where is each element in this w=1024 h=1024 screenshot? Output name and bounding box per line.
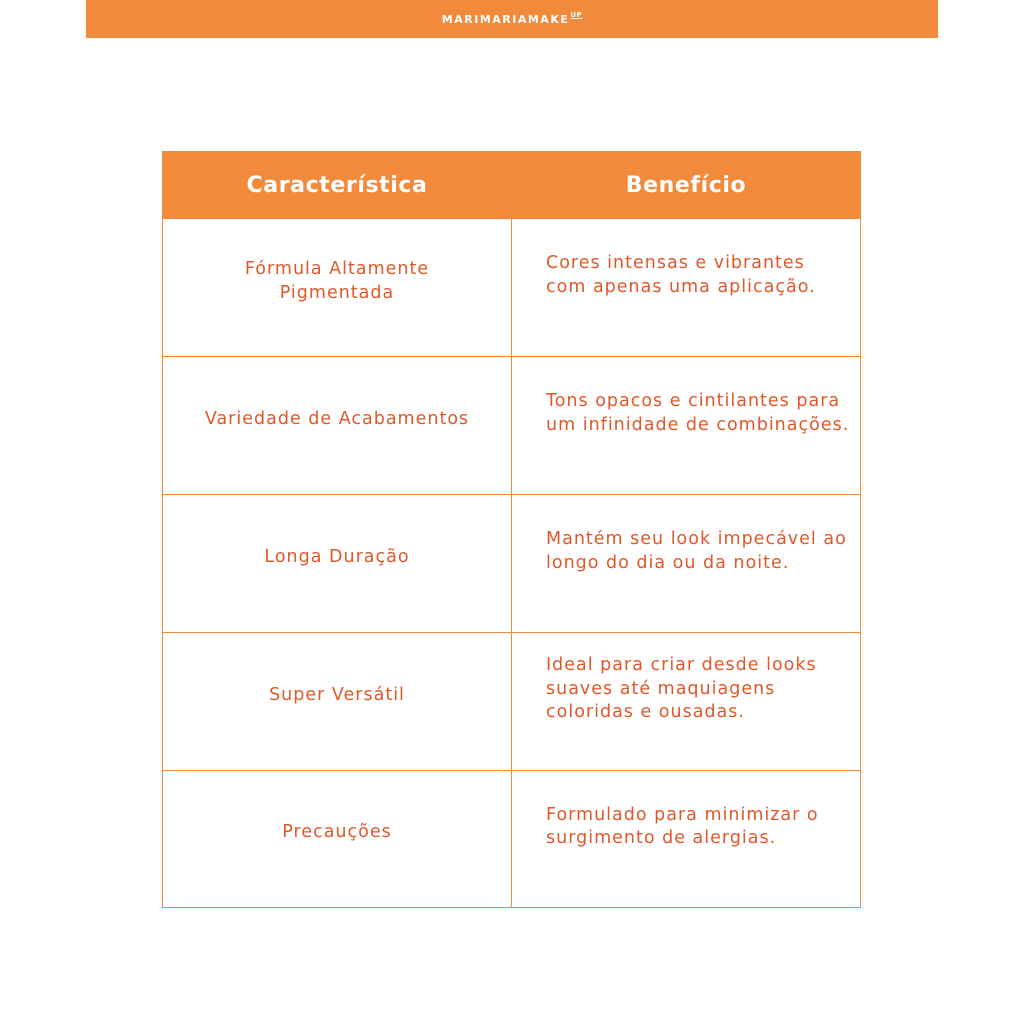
header-feature: Característica (163, 152, 512, 219)
feature-text: Fórmula Altamente Pigmentada (244, 259, 430, 303)
header-benefit: Benefício (512, 152, 861, 219)
feature-cell (163, 357, 512, 495)
benefit-text: Formulado para minimizar o surgimento de alergias. (546, 804, 819, 848)
benefit-cell (512, 633, 861, 771)
feature-benefit-table (162, 151, 861, 908)
table-row (163, 771, 861, 908)
feature-text: Variedade de Acabamentos (204, 408, 470, 429)
feature-cell (163, 495, 512, 633)
feature-text: Longa Duração (264, 546, 410, 567)
benefit-text: Mantém seu look impecável ao longo do dia ou da noite. (546, 529, 847, 573)
table-row (163, 219, 861, 357)
table-header-row (163, 152, 861, 219)
benefit-text: Ideal para criar desde looks suaves até maquiagens coloridas e ousadas. (546, 655, 817, 723)
benefit-cell (512, 495, 861, 633)
table-row (163, 357, 861, 495)
brand-suffix: UP (570, 10, 583, 19)
feature-cell (163, 219, 512, 357)
benefit-text: Tons opacos e cintilantes para um infinidade de combinações. (546, 391, 850, 435)
benefit-cell (512, 357, 861, 495)
feature-cell (163, 771, 512, 908)
feature-text: Super Versátil (269, 684, 405, 705)
table-row (163, 633, 861, 771)
brand-logo (441, 10, 583, 26)
benefit-cell (512, 771, 861, 908)
brand-name: MARIMARIAMAKE (441, 12, 570, 26)
feature-cell (163, 633, 512, 771)
benefit-cell (512, 219, 861, 357)
table-row (163, 495, 861, 633)
feature-text: Precauções (282, 822, 392, 843)
top-banner (86, 0, 938, 38)
benefit-text: Cores intensas e vibrantes com apenas uma aplicação. (546, 253, 816, 297)
